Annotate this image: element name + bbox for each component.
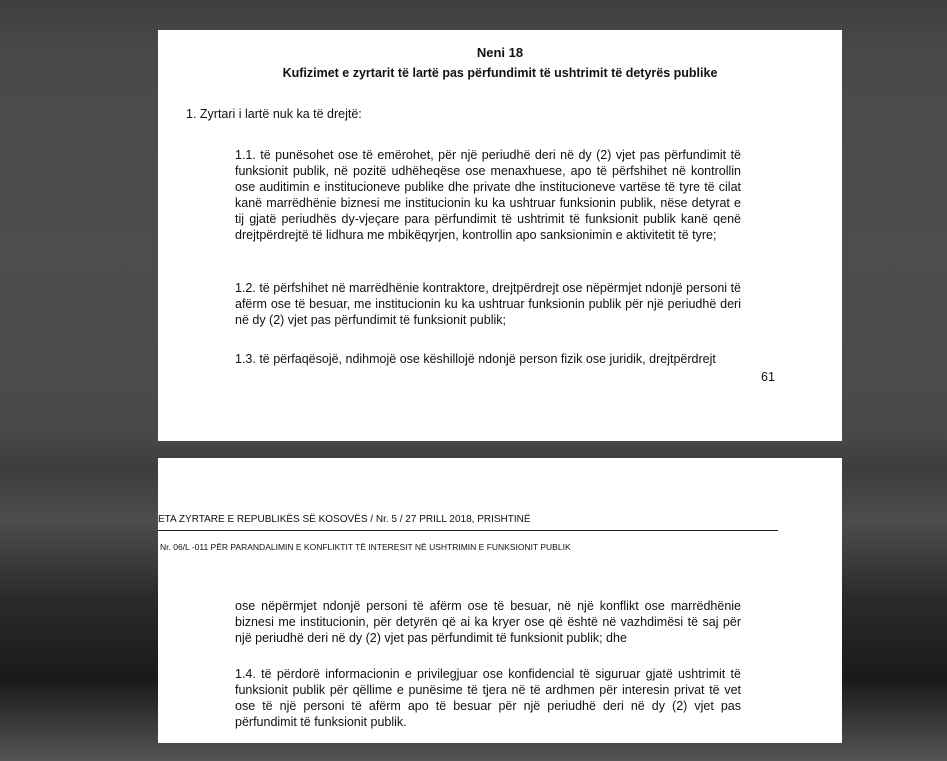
paragraph-1-3-start: 1.3. të përfaqësojë, ndihmojë ose këshillojë ndonjë person fizik ose juridik, drejtpërdrejt (235, 352, 716, 366)
page-number: 61 (761, 370, 775, 384)
paragraph-1-4: 1.4. të përdorë informacionin e privilegjuar ose konfidencial të siguruar gjatë ushtrimit të funksionit publik për qëllime e punësime të tjera në të ardhmen për interesin privat të vet ose të një personi të afërm apo të besuar për një periudhë deri në dy (2) vjet pas përfundimit të funksionit publik. (235, 667, 741, 729)
paragraph-1-3-continued: ose nëpërmjet ndonjë personi të afërm ose të besuar, në një konflikt ose marrëdhënie biznesi me institucionin, për detyrën që ai ka kryer ose që është në vazhdimësi të saj për një periudhë deri në dy (2) vjet pas përfundimit të funksionit publik; dhe (235, 599, 741, 645)
paragraph-intro: 1. Zyrtari i lartë nuk ka të drejtë: (186, 107, 362, 121)
document-page-bottom (158, 458, 842, 743)
header-divider (158, 530, 778, 531)
law-header: Nr. 06/L -011 PËR PARANDALIMIN E KONFLIKTIT TË INTERESIT NË USHTRIMIN E FUNKSIONIT PUBLIK (160, 542, 571, 552)
article-title: Kufizimet e zyrtarit të lartë pas përfundimit të ushtrimit të detyrës publike (282, 66, 718, 80)
document-page-top (158, 30, 842, 441)
article-number: Neni 18 (476, 45, 524, 60)
paragraph-1-1: 1.1. të punësohet ose të emërohet, për një periudhë deri në dy (2) vjet pas përfundimit të funksionit publik, në pozitë udhëheqëse ose menaxhuese, apo të përfshihet në kontrollin ose auditimin e institucioneve publike dhe private dhe institucioneve vartëse të tyre të cilat kanë marrëdhënie biznesi me institucionin ku ka ushtruar funksionin publik, nëse detyrat e tij gjatë periudhës dy-vjeçare para përfundimit të ushtrimit të funksionit publik kanë qenë drejtpërdrejtë të lidhura me mbikëqyrjen, kontrollin apo sanksionimin e aktivitetit të tyre; (235, 148, 741, 242)
gazette-header: ETA ZYRTARE E REPUBLIKËS SË KOSOVËS / Nr. 5 / 27 PRILL 2018, PRISHTINË (158, 514, 531, 525)
paragraph-1-2: 1.2. të përfshihet në marrëdhënie kontraktore, drejtpërdrejt ose nëpërmjet ndonjë personi të afërm ose të besuar, me institucionin ku ka ushtruar funksionin publik për një periudhë deri në dy (2) vjet pas përfundimit të funksionit publik; (235, 281, 741, 327)
